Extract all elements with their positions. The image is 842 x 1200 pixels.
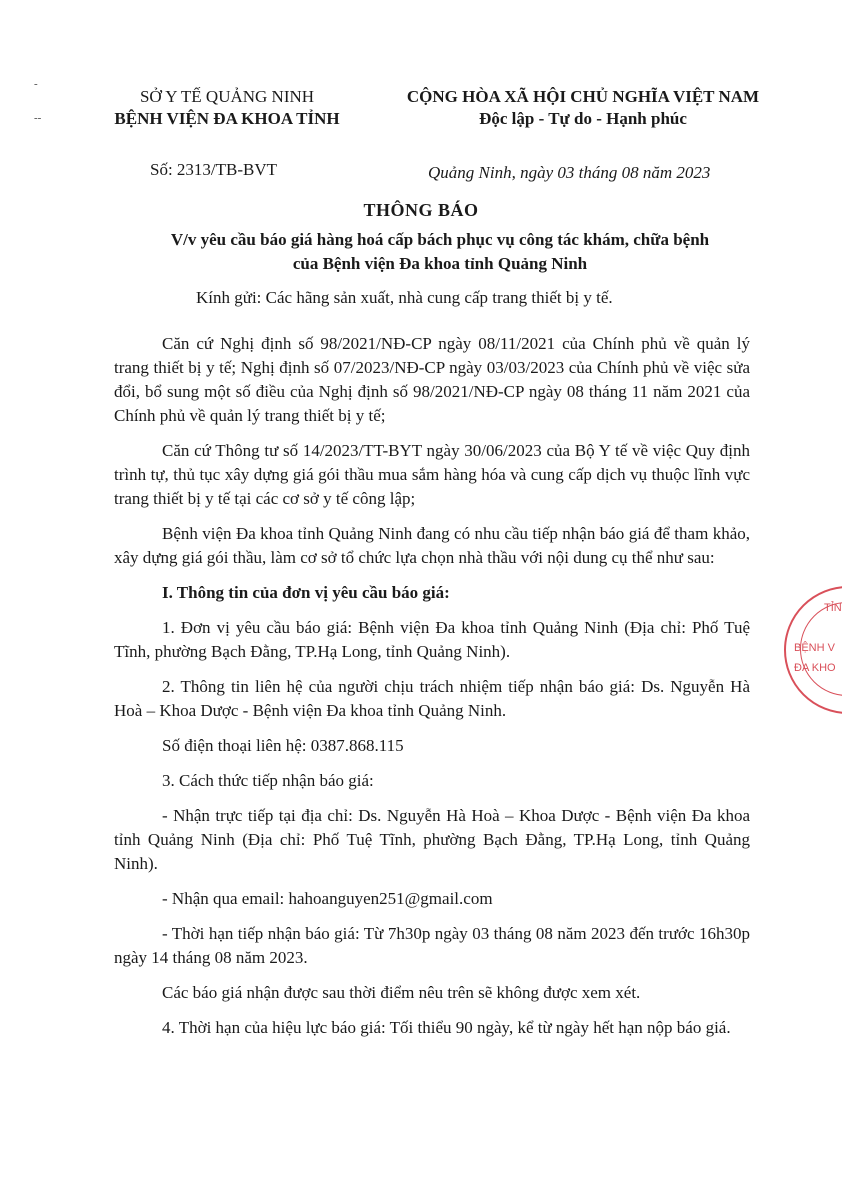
recipient-line: Kính gửi: Các hãng sản xuất, nhà cung cấp trang thiết bị y tế.: [196, 288, 613, 307]
motto: Độc lập - Tự do - Hạnh phúc: [479, 109, 687, 128]
document-body: [114, 332, 750, 1051]
paragraph: Căn cứ Thông tư số 14/2023/TT-BYT ngày 30/06/2023 của Bộ Y tế về việc Quy định trình tự, thủ tục xây dựng giá gói thầu mua sắm hàng hóa và cung cấp dịch vụ thuộc lĩnh vực trang thiết bị y tế tại các cơ sở y tế công lập;: [114, 441, 750, 508]
org-parent: SỞ Y TẾ QUẢNG NINH: [139, 87, 315, 106]
place-date: Quảng Ninh, ngày 03 tháng 08 năm 2023: [428, 163, 711, 182]
subject-line: V/v yêu cầu báo giá hàng hoá cấp bách phục vụ công tác khám, chữa bệnh: [170, 230, 710, 249]
margin-mark: --: [34, 112, 42, 124]
paragraph: 2. Thông tin liên hệ của người chịu trách nhiệm tiếp nhận báo giá: Ds. Nguyễn Hà Hoà – Khoa Dược - Bệnh viện Đa khoa tỉnh Quảng Ninh.: [114, 677, 750, 720]
paragraph: - Nhận qua email: hahoanguyen251@gmail.com: [162, 889, 493, 908]
stamp-text: BỆNH V: [794, 642, 835, 654]
document-number: Số: 2313/TB-BVT: [150, 160, 278, 179]
paragraph: - Nhận trực tiếp tại địa chỉ: Ds. Nguyễn Hà Hoà – Khoa Dược - Bệnh viện Đa khoa tỉnh Quảng Ninh (Địa chỉ: Phố Tuệ Tĩnh, phường Bạch Đằng, TP.Hạ Long, tỉnh Quảng Ninh).: [114, 806, 750, 873]
subject-line: của Bệnh viện Đa khoa tỉnh Quảng Ninh: [292, 254, 588, 273]
paragraph: Căn cứ Nghị định số 98/2021/NĐ-CP ngày 08/11/2021 của Chính phủ về quản lý trang thiết bị y tế; Nghị định số 07/2023/NĐ-CP ngày 03/03/2023 của Chính phủ về việc sửa đổi, bổ sung một số điều của Nghị định số 98/2021/NĐ-CP ngày 08 tháng 11 năm 2021 của Chính phủ về quản lý trang thiết bị y tế;: [114, 334, 750, 425]
official-stamp: [784, 586, 842, 714]
margin-mark: -: [34, 78, 38, 90]
paragraph: 4. Thời hạn của hiệu lực báo giá: Tối thiểu 90 ngày, kể từ ngày hết hạn nộp báo giá.: [162, 1018, 731, 1037]
document-title: THÔNG BÁO: [363, 200, 479, 220]
national-motto: [374, 86, 792, 130]
country-name: CỘNG HÒA XÃ HỘI CHỦ NGHĨA VIỆT NAM: [406, 87, 760, 106]
stamp-text: ĐA KHO: [794, 662, 836, 674]
org-name: BỆNH VIỆN ĐA KHOA TỈNH: [114, 109, 340, 128]
paragraph: - Thời hạn tiếp nhận báo giá: Từ 7h30p ngày 03 tháng 08 năm 2023 đến trước 16h30p ngày 14 tháng 08 năm 2023.: [114, 924, 750, 967]
stamp-text: TỈN: [824, 602, 842, 614]
paragraph: Các báo giá nhận được sau thời điểm nêu trên sẽ không được xem xét.: [162, 983, 641, 1002]
paragraph: 1. Đơn vị yêu cầu báo giá: Bệnh viện Đa khoa tỉnh Quảng Ninh (Địa chỉ: Phố Tuệ Tĩnh, phường Bạch Đằng, TP.Hạ Long, tỉnh Quảng Ninh).: [114, 618, 750, 661]
paragraph: Số điện thoại liên hệ: 0387.868.115: [162, 736, 404, 755]
issuing-organization: [96, 86, 358, 130]
paragraph: 3. Cách thức tiếp nhận báo giá:: [162, 771, 374, 790]
paragraph: Bệnh viện Đa khoa tỉnh Quảng Ninh đang có nhu cầu tiếp nhận báo giá để tham khảo, xây dựng giá gói thầu, làm cơ sở tổ chức lựa chọn nhà thầu với nội dung cụ thể như sau:: [114, 524, 750, 567]
document-subject: [150, 228, 730, 276]
section-heading: I. Thông tin của đơn vị yêu cầu báo giá:: [162, 583, 450, 602]
